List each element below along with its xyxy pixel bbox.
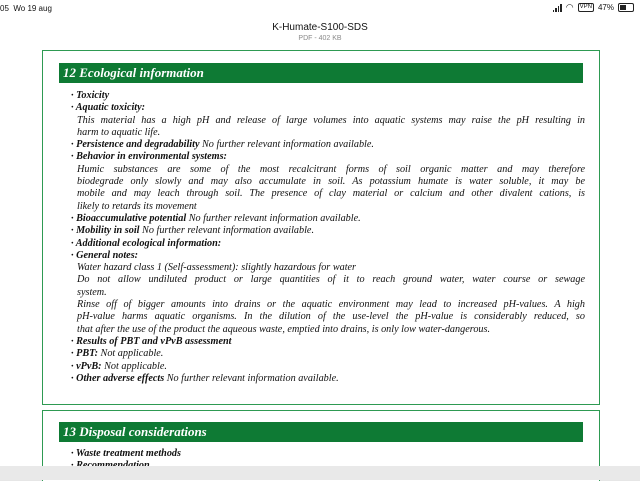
text-run: No further relevant information available. [139, 225, 314, 237]
text-run: · Mobility in soil [71, 225, 140, 237]
vpn-badge: VPN [579, 4, 592, 10]
text-line: Rinse off of bigger amounts into drains or the aquatic environment may lead to increased pH-values. A high [77, 299, 585, 311]
text-line: Humic substances are some of the most recalcitrant forms of soil organic matter and may therefore [77, 163, 585, 175]
section-12-box [42, 50, 600, 405]
section-13-heading: 13 Disposal considerations [59, 422, 583, 442]
battery-percent: 47% [597, 3, 614, 12]
text-run: No further relevant information available. [186, 212, 361, 224]
battery-icon [618, 3, 634, 12]
text-line [71, 336, 585, 348]
text-line [71, 151, 585, 163]
text-run: · Bioaccumulative potential [71, 212, 187, 224]
text-run: · Behavior in environmental systems: [71, 151, 227, 163]
text-run: No further relevant information available. [199, 139, 374, 151]
text-line [71, 90, 585, 102]
text-line: pH-value harms aquatic organisms. In the dilution of the use-level the pH-value is considerably reduced, so [77, 311, 585, 323]
section-12-heading: 12 Ecological information [59, 63, 583, 83]
document-title-bar[interactable] [0, 20, 640, 50]
section-12-content [71, 90, 585, 385]
text-run: · General notes: [71, 249, 139, 261]
text-run: · Persistence and degradability [71, 139, 200, 151]
text-run: Not applicable. [101, 360, 167, 372]
text-run: No further relevant information available. [164, 372, 339, 384]
text-run: · Aquatic toxicity: [71, 102, 146, 114]
text-run: · Other adverse effects [71, 372, 165, 384]
text-line [71, 361, 585, 373]
text-line: mobile and may leach through soil. The presence of clay material or calcium and other divalent cations, is [77, 188, 585, 200]
cellular-signal-icon [553, 4, 562, 12]
text-line [71, 238, 585, 250]
text-line: harm to aquatic life. [77, 126, 161, 138]
text-line [71, 448, 585, 460]
text-run: · Results of PBT and vPvB assessment [71, 335, 232, 347]
text-run: · vPvB: [71, 360, 102, 372]
text-line: This material has a high pH and release of large volumes into aquatic systems may raise the pH resulting in [77, 114, 585, 126]
text-run: · Additional ecological information: [71, 237, 222, 249]
text-run: Not applicable. [97, 348, 164, 360]
text-line: Do not allow undiluted product or large quantities of it to reach ground water, water course or sewage [77, 274, 585, 286]
pdf-page[interactable] [0, 50, 640, 480]
status-bar [0, 0, 640, 20]
text-run: · Toxicity [71, 90, 110, 101]
status-indicators [553, 3, 634, 12]
text-line [71, 102, 585, 114]
text-line: likely to retards its movement [77, 200, 197, 212]
document-filename[interactable]: K-Humate-S100-SDS [272, 22, 368, 33]
document-meta: PDF - 402 KB [298, 35, 342, 42]
text-line [71, 348, 585, 360]
text-line [71, 250, 585, 262]
text-line [71, 225, 585, 237]
text-line: Water hazard class 1 (Self-assessment): slightly hazardous for water [77, 262, 357, 274]
text-line: biodegrade only slowly and may also accumulate in soil. As potassium humate is water soluble, it may be [77, 176, 585, 188]
text-line: that after the use of the product the aqueous waste, emptied into drains, is only low water-dangerous. [77, 323, 491, 335]
text-line: system. [77, 286, 107, 298]
status-time: 05 Wo 19 aug [0, 4, 52, 13]
bottom-toolbar-strip [0, 466, 640, 480]
text-run: · Waste treatment methods [71, 448, 181, 459]
text-line [71, 213, 585, 225]
text-line [71, 139, 585, 151]
text-run: · PBT: [71, 348, 98, 360]
wifi-icon: ◠ [565, 2, 574, 12]
text-line [71, 373, 585, 385]
